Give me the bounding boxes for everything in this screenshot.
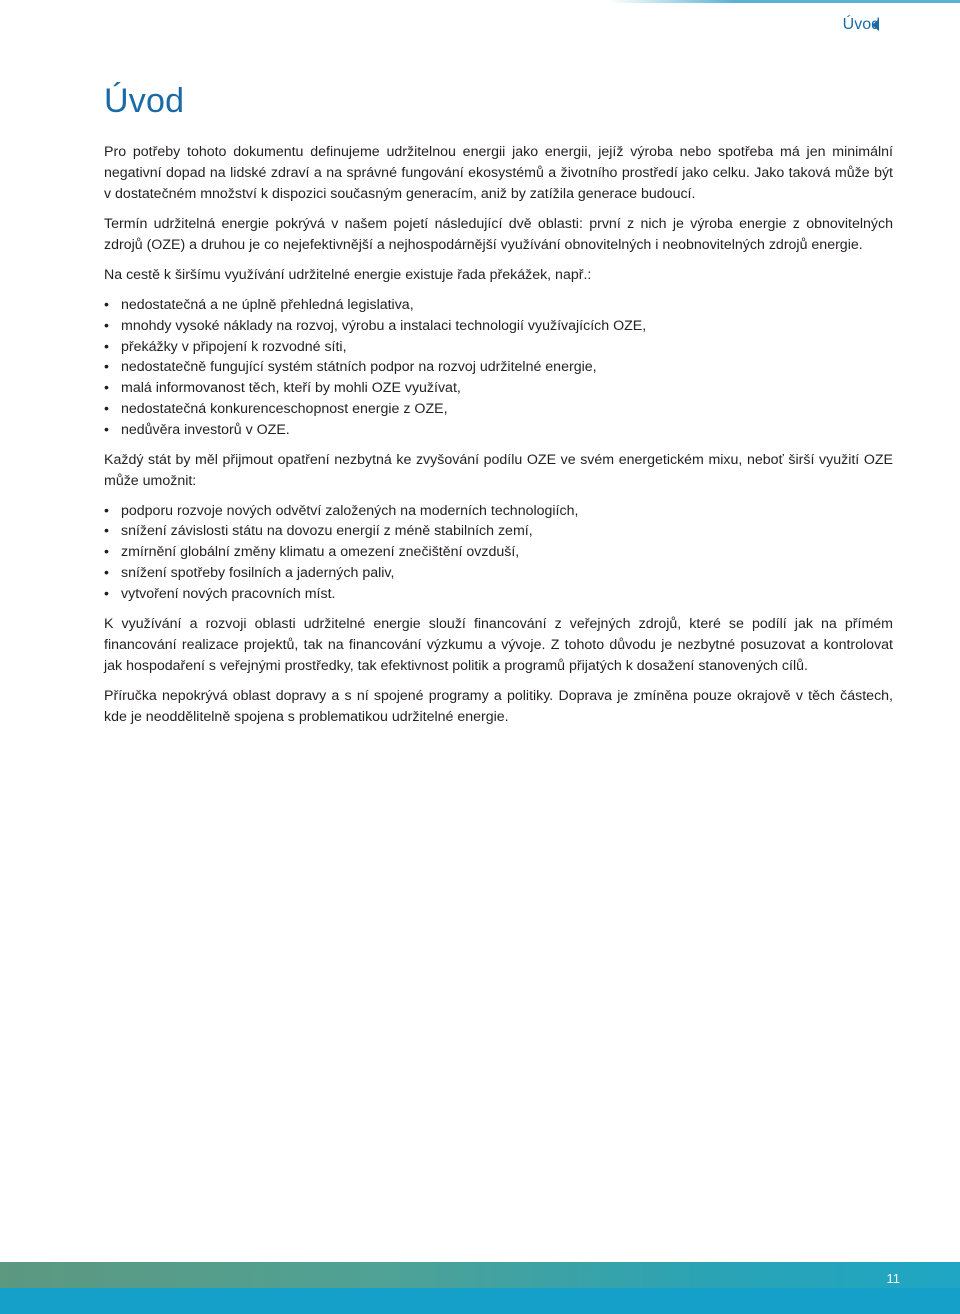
list-item: • nedostatečně fungující systém státních podpor na rozvoj udržitelné energie, [104,357,893,378]
paragraph: Každý stát by měl přijmout opatření nezbytná ke zvyšování podílu OZE ve svém energetickém mixu, neboť širší využití OZE může umožnit: [104,451,893,489]
list-item: • vytvoření nových pracovních míst. [104,584,893,605]
list-item: • mnohdy vysoké náklady na rozvoj, výrobu a instalaci technologií využívajících OZE, [104,316,893,337]
list-item: • podporu rozvoje nových odvětví založených na moderních technologiích, [104,501,893,522]
top-rule [610,0,960,3]
paragraph: Termín udržitelná energie pokrývá v našem pojetí následující dvě oblasti: první z nich je výroba energie z obnovitelných zdrojů (OZE) a druhou je co nejefektivnější a nejhospodárnější využívání obnovitelných i neobnovitelných zdrojů energie. [104,216,893,253]
list-item: • překážky v připojení k rozvodné síti, [104,337,893,358]
list-item: • snížení závislosti státu na dovozu energií z méně stabilních zemí, [104,521,893,542]
section-label: Úvod [842,16,880,33]
page-title: Úvod [104,82,185,120]
list-item: • nedostatečná a ne úplně přehledná legislativa, [104,295,893,316]
paragraph: K využívání a rozvoji oblasti udržitelné energie slouží financování z veřejných zdrojů, které se podílí jak na přímém financování realizace projektů, tak na financování výzkumu a vývoje. Z tohoto důvodu je nezbytné posuzovat a kontrolovat jak hospodaření s veřejnými prostředky, tak efektivnost politik a programů přijatých k dosažení stanovených cílů. [104,615,893,674]
footer-band [0,1262,960,1314]
list-item: • malá informovanost těch, kteří by mohli OZE využívat, [104,378,893,399]
paragraph: Pro potřeby tohoto dokumentu definujeme udržitelnou energii jako energii, jejíž výroba nebo spotřeba má jen minimální negativní dopad na lidské zdraví a na správné fungování ekosystémů a životního prostředí jako celku. Jako taková může být v dostatečném množství k dispozici současným generacím, aniž by zatížila generace budoucí. [104,144,893,202]
benefits-list [104,501,893,605]
page-number: 11 [886,1271,900,1286]
list-item: • snížení spotřeby fosilních a jaderných paliv, [104,563,893,584]
paragraph: Příručka nepokrývá oblast dopravy a s ní spojené programy a politiky. Doprava je zmíněna pouze okrajově v těch částech, kde je neoddělitelně spojena s problematikou udržitelné energie. [104,687,893,725]
list-item: • zmírnění globální změny klimatu a omezení znečištění ovzduší, [104,542,893,563]
list-item: • nedostatečná konkurenceschopnost energie z OZE, [104,399,893,420]
footer-strip [0,1262,960,1288]
list-item: • nedůvěra investorů v OZE. [104,420,893,441]
chevron-left-icon [872,19,879,31]
main-content [104,142,893,737]
obstacles-list [104,295,893,441]
paragraph: Na cestě k širšímu využívání udržitelné energie existuje řada překážek, např.: [104,267,592,283]
